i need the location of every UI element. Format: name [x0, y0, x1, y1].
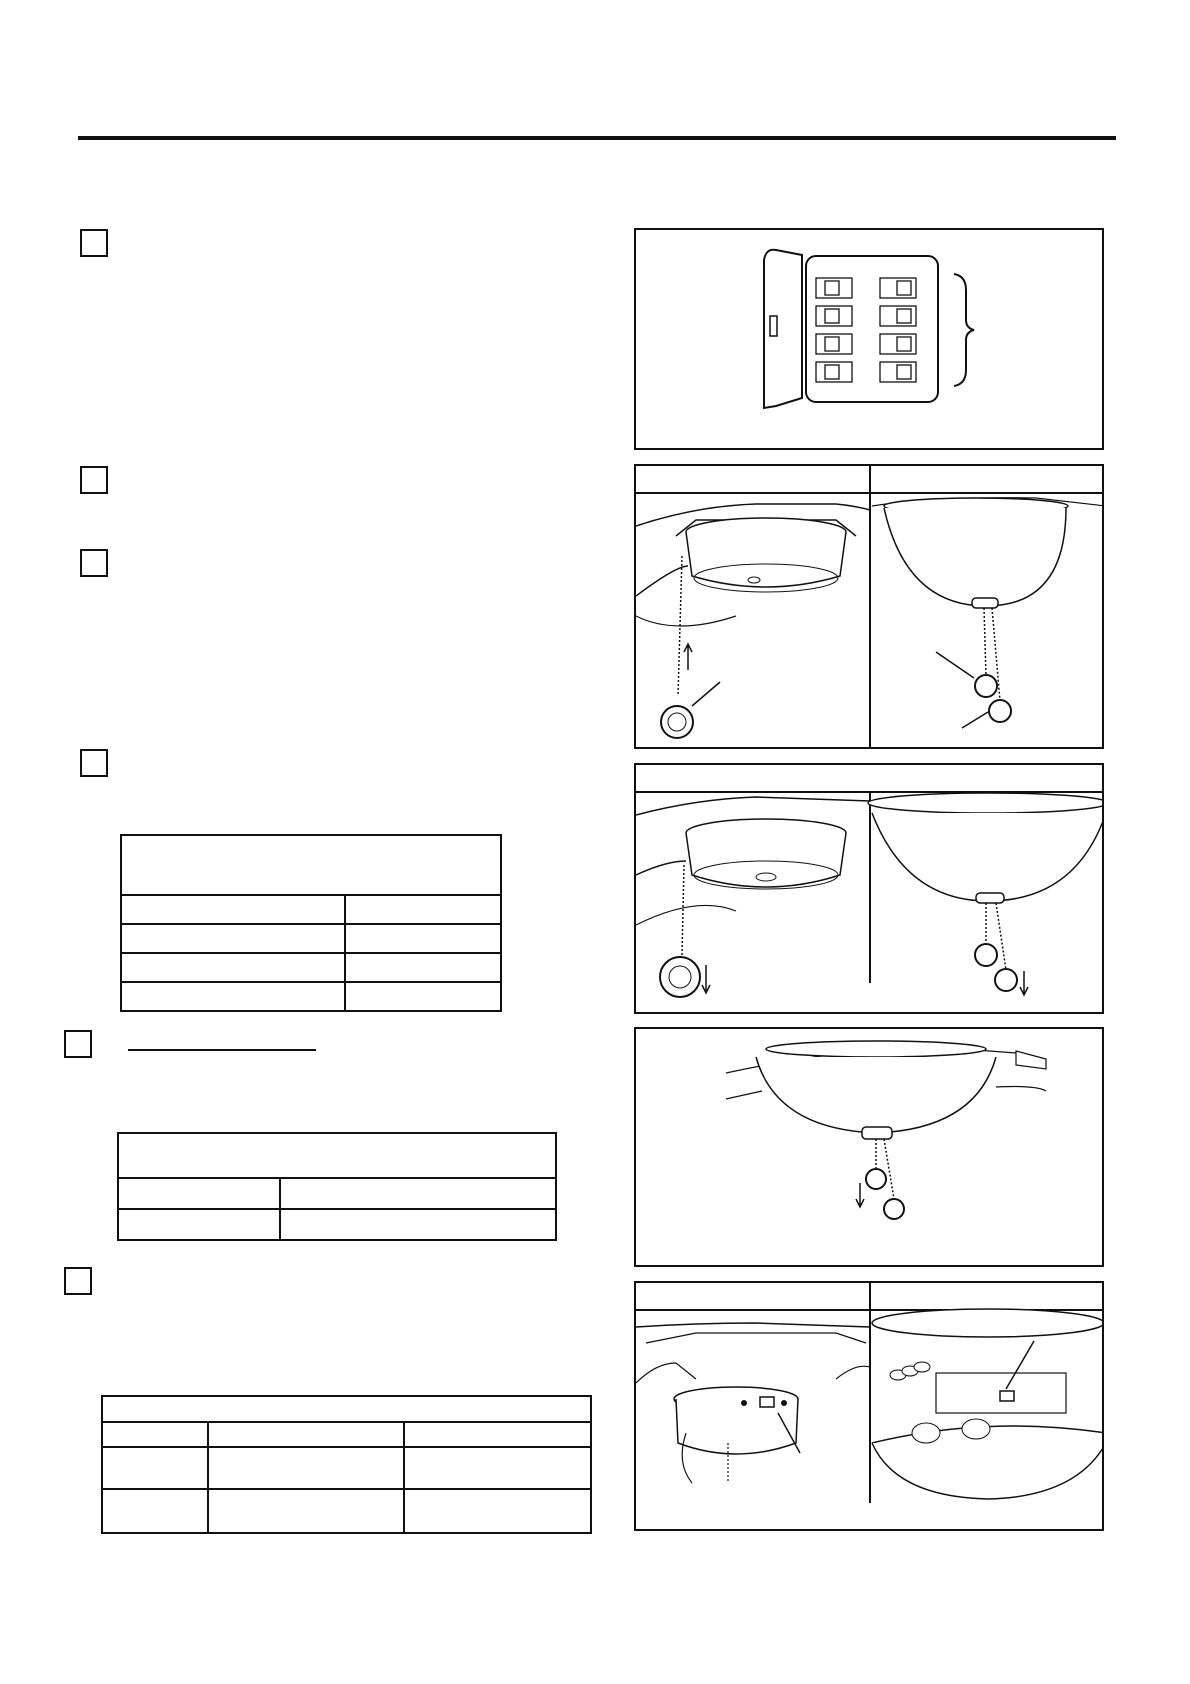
- step-4-box: [80, 749, 108, 777]
- speed-chain-table: [120, 834, 502, 1012]
- light-kit-chain-illustration: [634, 1027, 1104, 1267]
- step-1-box: [80, 229, 108, 257]
- table-cell: [345, 895, 501, 924]
- table-cell: [102, 1422, 208, 1447]
- table-cell: [118, 1209, 280, 1240]
- step-3-box: [80, 549, 108, 577]
- step-5-box: [64, 1030, 92, 1058]
- table-cell: [404, 1489, 591, 1533]
- table-cell: [404, 1447, 591, 1489]
- pull-chain-icon: [661, 706, 693, 738]
- table-cell: [118, 1178, 280, 1209]
- pull-chain-up-illustration: [634, 464, 1104, 749]
- table-cell: [280, 1209, 556, 1240]
- table-cell: [345, 953, 501, 982]
- table-cell: [345, 982, 501, 1011]
- table-cell: [208, 1489, 404, 1533]
- table-cell: [280, 1178, 556, 1209]
- table-cell: [208, 1447, 404, 1489]
- pull-chain-down-illustration: [634, 763, 1104, 1014]
- step-6-box: [64, 1267, 92, 1295]
- table-header-cell: [118, 1133, 556, 1178]
- table-cell: [102, 1489, 208, 1533]
- table-header-cell: [102, 1396, 591, 1422]
- table-cell: [121, 895, 345, 924]
- arrow-down-icon: [702, 965, 710, 993]
- table-header-cell: [121, 835, 501, 895]
- arrow-up-icon: [684, 644, 692, 670]
- table-cell: [121, 982, 345, 1011]
- table-cell: [102, 1447, 208, 1489]
- reverse-switch-icon: [760, 1397, 774, 1407]
- header-rule: [78, 136, 1116, 140]
- table-cell: [121, 953, 345, 982]
- light-chain-table: [117, 1132, 557, 1241]
- step-5-heading-underline: [128, 1049, 316, 1051]
- table-cell: [121, 924, 345, 953]
- table-cell: [404, 1422, 591, 1447]
- reverse-switch-illustration: [634, 1281, 1104, 1531]
- table-cell: [345, 924, 501, 953]
- step-2-box: [80, 466, 108, 494]
- table-cell: [208, 1422, 404, 1447]
- reverse-switch-table: [101, 1395, 592, 1534]
- breaker-panel-illustration: [634, 228, 1104, 450]
